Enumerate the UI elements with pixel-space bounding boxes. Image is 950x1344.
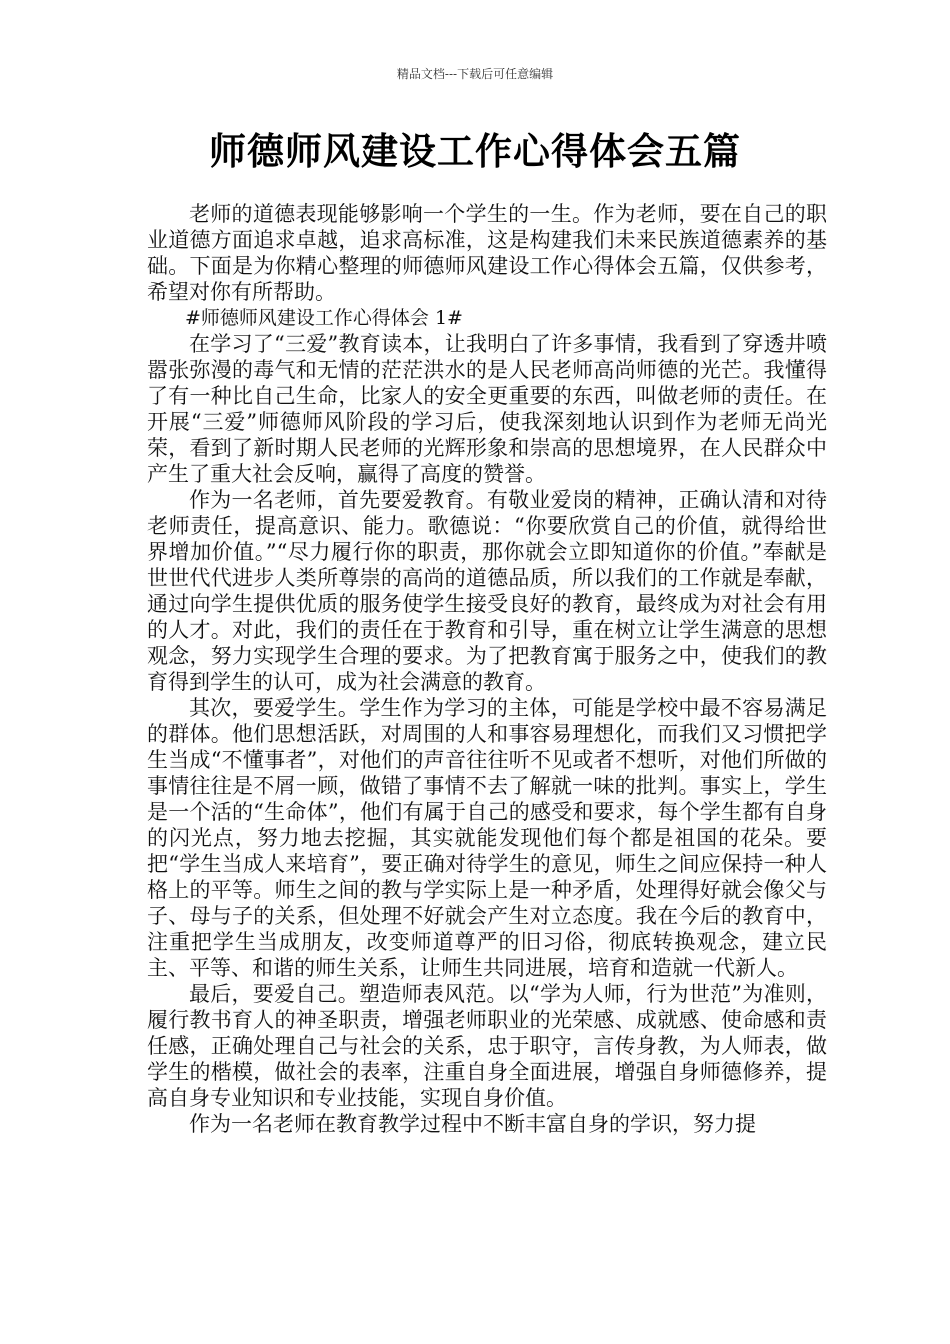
document-body [147, 201, 827, 1137]
body-paragraph: 最后，要爱自己。塑造师表风范。以“学为人师，行为世范”为准则，履行教书育人的神圣职责，增强老师职业的光荣感、成就感、使命感和责任感，正确处理自己与社会的关系，忠于职守，言传身教，为人师表，做学生的楷模，做社会的表率，注重自身全面进展，增强自身师德修养，提高自身专业知识和专业技能，实现自身价值。 [147, 982, 827, 1110]
body-paragraph: 其次，要爱学生。学生作为学习的主体，可能是学校中最不容易满足的群体。他们思想活跃，对周围的人和事容易理想化，而我们又习惯把学生当成“不懂事者”，对他们的声音往往听不见或者不想听，对他们所做的事情往往是不屑一顾，做错了事情不去了解就一味的批判。事实上，学生是一个活的“生命体”，他们有属于自己的感受和要求，每个学生都有自身的闪光点，努力地去挖掘，其实就能发现他们每个都是祖国的花朵。要把“学生当成人来培育”，要正确对待学生的意见，师生之间应保持一种人格上的平等。师生之间的教与学实际上是一种矛盾，处理得好就会像父与子、母与子的关系，但处理不好就会产生对立态度。我在今后的教育中，注重把学生当成朋友，改变师道尊严的旧习俗，彻底转换观念，建立民主、平等、和谐的师生关系，让师生共同进展，培育和造就一代新人。 [147, 696, 827, 980]
intro-paragraph: 老师的道德表现能够影响一个学生的一生。作为老师，要在自己的职业道德方面追求卓越，追求高标准，这是构建我们未来民族道德素养的基础。下面是为你精心整理的师德师风建设工作心得体会五篇，仅供参考，希望对你有所帮助。 [147, 202, 827, 304]
body-paragraph: 作为一名老师，首先要爱教育。有敬业爱岗的精神，正确认清和对待老师责任，提高意识、能力。歌德说：“你要欣赏自己的价值，就得给世界增加价值。”“尽力履行你的职责，那你就会立即知道你的价值。”奉献是世世代代进步人类所尊崇的高尚的道德品质，所以我们的工作就是奉献，通过向学生提供优质的服务使学生接受良好的教育，最终成为对社会有用的人才。对此，我们的责任在于教育和引导，重在树立让学生满意的思想观念，努力实现学生合理的要求。为了把教育寓于服务之中，使我们的教育得到学生的认可，成为社会满意的教育。 [147, 488, 827, 694]
body-paragraph-continued: 作为一名老师在教育教学过程中不断丰富自身的学识，努力提 [189, 1112, 756, 1136]
body-paragraph: 在学习了“三爱”教育读本，让我明白了许多事情，我看到了穿透井喷嚣张弥漫的毒气和无情的茫茫洪水的是人民老师高尚师德的光芒。我懂得了有一种比自己生命，比家人的安全更重要的东西，叫做老师的责任。在开展“三爱”师德师风阶段的学习后，使我深刻地认识到作为老师无尚光荣，看到了新时期人民老师的光辉形象和崇高的思想境界，在人民群众中产生了重大社会反响，赢得了高度的赞誉。 [147, 332, 827, 486]
section-heading-1: #师德师风建设工作心得体会 1# [185, 307, 463, 329]
document-title: 师德师风建设工作心得体会五篇 [209, 129, 741, 173]
page-header-note: 精品文档---下载后可任意编辑 [396, 67, 554, 81]
